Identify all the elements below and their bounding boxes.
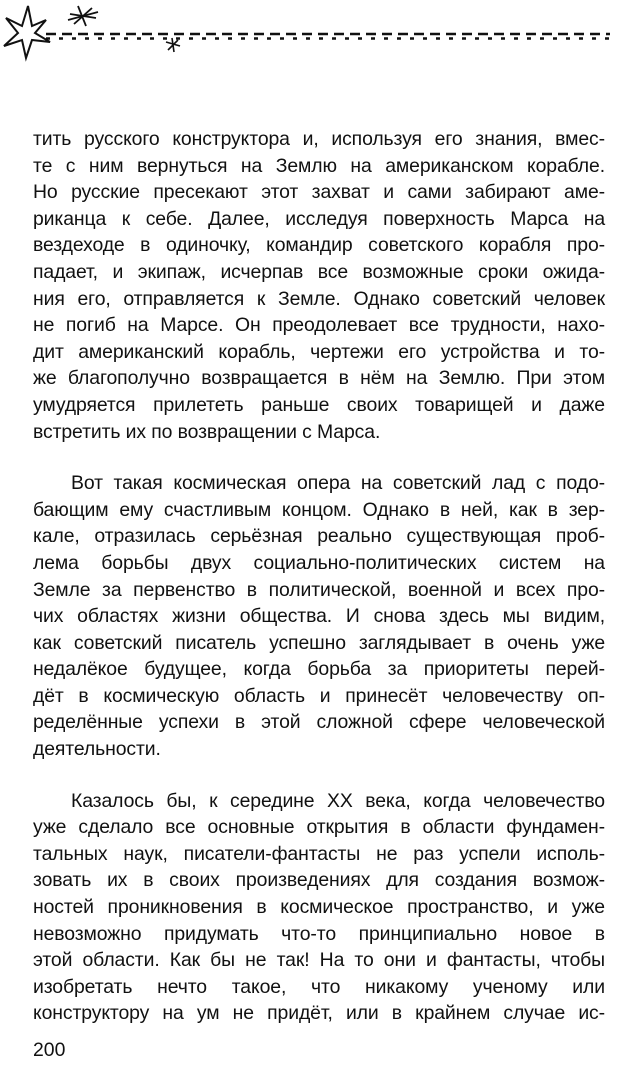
text-line: не погиб на Марсе. Он преодолевает все трудности, нахо- — [33, 314, 605, 337]
text-line: Вот такая космическая опера на советский лад с подо- — [71, 472, 605, 495]
text-line: зовать их в своих произведениях для создания возмож- — [33, 869, 605, 892]
paragraph-1 — [33, 126, 605, 445]
text-line: конструктору на ум не придёт, или в крайнем случае ис- — [33, 1002, 605, 1025]
text-line: кале, отразилась серьёзная реально существующая проб- — [33, 525, 605, 548]
text-line: ностей проникновения в космическое пространство, и уже — [33, 896, 605, 919]
text-line: чих областях жизни общества. И снова здесь мы видим, — [33, 605, 605, 628]
tiny-star-icon — [166, 38, 180, 52]
text-line: уже сделало все основные открытия в области фундамен- — [33, 816, 605, 839]
paragraph-2 — [33, 470, 605, 763]
small-star-icon — [68, 6, 98, 26]
text-line: этой области. Как бы не так! На то они и фантасты, чтобы — [33, 949, 605, 972]
page-number: 200 — [33, 1039, 66, 1061]
text-line: как советский писатель успешно заглядывает в очень уже — [33, 631, 605, 654]
text-line: вездеходе в одиночку, командир советского корабля про- — [33, 234, 605, 257]
body-text — [33, 126, 605, 1052]
text-line: же благополучно возвращается в нём на Землю. При этом — [33, 367, 605, 390]
text-line: ния его, отправляется к Земле. Однако советский человек — [33, 287, 605, 310]
dashed-rule — [46, 34, 610, 39]
text-line: дёт в космическую область и принесёт человечеству оп- — [33, 684, 605, 707]
text-line: Казалось бы, к середине XX века, когда человечество — [71, 789, 605, 812]
text-line: Но русские пресекают этот захват и сами забирают аме- — [33, 181, 605, 204]
text-line: недалёкое будущее, когда борьба за приоритеты перей- — [33, 658, 605, 681]
text-line: деятельности. — [33, 738, 161, 761]
text-line: невозможно придумать что-то принципиально новое в — [33, 922, 605, 945]
text-line: падает, и экипаж, исчерпав все возможные сроки ожида- — [33, 260, 605, 283]
text-line: бающим ему счастливым концом. Однако в ней, как в зер- — [33, 498, 605, 521]
text-line: риканца к себе. Далее, исследуя поверхность Марса на — [33, 207, 605, 230]
text-line: лема борьбы двух социально-политических систем на — [33, 551, 605, 574]
text-line: изобретать нечто такое, что никакому ученому или — [33, 975, 605, 998]
text-line: те с ним вернуться на Землю на американском корабле. — [33, 154, 605, 177]
text-line: дит американский корабль, чертежи его устройства и то- — [33, 340, 605, 363]
text-line: Земле за первенство в политической, военной и всех про- — [33, 578, 605, 601]
text-line: тальных наук, писатели-фантасты не раз успели исполь- — [33, 842, 605, 865]
header-star-ornament — [0, 0, 620, 70]
text-line: умудряется прилететь раньше своих товарищей и даже — [33, 393, 605, 416]
text-line: ределённые успехи в этой сложной сфере человеческой — [33, 711, 605, 734]
star-burst-icon — [4, 6, 50, 58]
paragraph-3 — [33, 788, 605, 1027]
text-line: тить русского конструктора и, используя его знания, вмес- — [33, 128, 605, 150]
text-line: встретить их по возвращении с Марса. — [33, 420, 381, 443]
